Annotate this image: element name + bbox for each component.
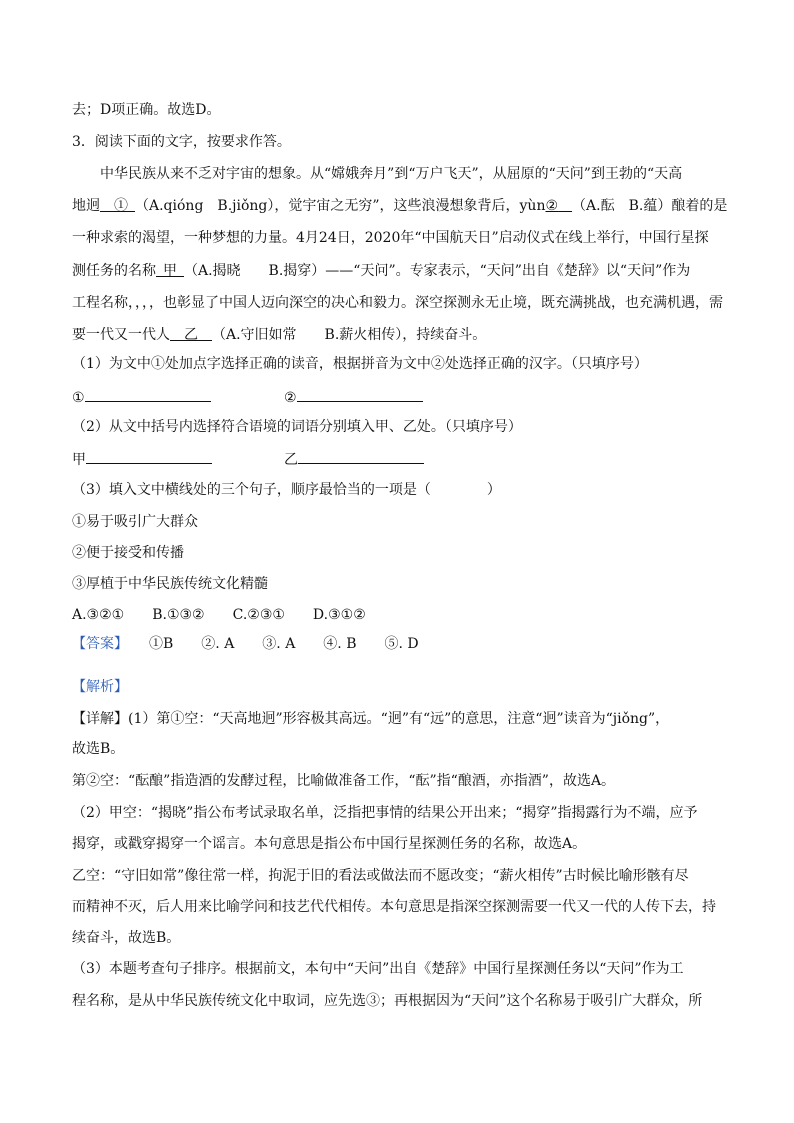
- answer-line: [72, 634, 419, 654]
- answer-row-1: ①: [72, 387, 211, 408]
- passage-text: 测任务的名称: [72, 263, 156, 279]
- blank-jia: 甲: [163, 263, 177, 279]
- blank-1: ①: [114, 198, 128, 214]
- passage-line: [72, 261, 690, 281]
- blank-2: ②: [545, 198, 559, 214]
- passage-text: （A.守旧如常 B.薪火相传），持续奋斗。: [212, 327, 487, 343]
- option-sentence: ③厚植于中华民族传统文化精髓: [72, 576, 268, 592]
- analysis-line: 程名称，是从中华民族传统文化中取词，应先选③；再根据因为“天问”这个名称易于吸引广大群众，所: [72, 993, 703, 1009]
- sub-question-3: （3）填入文中横线处的三个句子，顺序最恰当的一项是（ ）: [72, 482, 501, 498]
- passage-text: （A.揭晓 B.揭穿）——“天问”。专家表示，“天问”出自《楚辞》以“天问”作为: [184, 263, 691, 279]
- passage-line: 一种求索的渴望，一种梦想的力量。4月24日，2020年“中国航天日”启动仪式在线上举行，中国行星探: [72, 230, 709, 246]
- answer-blank-jia[interactable]: [86, 449, 212, 464]
- answer-blank-yi[interactable]: [298, 449, 424, 464]
- analysis-line: 第②空：“酝酿”指造酒的发酵过程，比喻做准备工作，“酝”指“酿酒，亦指酒”，故选A。: [72, 773, 616, 789]
- analysis-text: (1）第①空：“天高地迥”形容极其高远。“迥”有“远”的意思，注意“迥”读音为“jiǒng”，: [128, 711, 670, 727]
- passage-text: 要一代又一代人: [72, 327, 170, 343]
- question-heading: 3．阅读下面的文字，按要求作答。: [72, 134, 291, 150]
- passage-text: （A.qióng B.jiǒng），觉宇宙之无穷”，这些浪漫想象背后，yùn: [135, 198, 546, 214]
- analysis-line: 乙空：“守旧如常”像往常一样，拘泥于旧的看法或做法而不愿改变；“薪火相传”古时候比喻形骸有尽: [72, 868, 689, 884]
- text-line: 去；D项正确。故选D。: [72, 102, 221, 118]
- detail-label: 【详解】: [72, 711, 128, 727]
- blank-yi: 乙: [184, 327, 198, 343]
- analysis-line: 故选B。: [72, 741, 125, 757]
- passage-text: （A.酝 B.蕴）酿着的是: [572, 198, 728, 214]
- option-sentence: ②便于接受和传播: [72, 545, 184, 561]
- sub-question-1: （1）为文中①处加点字选择正确的读音，根据拼音为文中②处选择正确的汉字。（只填序号）: [72, 356, 648, 372]
- answer-blank-2[interactable]: [297, 387, 423, 402]
- analysis-line: 而精神不灭，后人用来比喻学问和技艺代代相传。本句意思是指深空探测需要一代又一代的人传下去，持: [72, 899, 716, 915]
- analysis-line: （2）甲空：“揭晓”指公布考试录取名单，泛指把事情的结果公开出来；“揭穿”指揭露行为不端，应予: [72, 805, 698, 821]
- analysis-line: 续奋斗，故选B。: [72, 930, 181, 946]
- passage-line: 工程名称，，，，也彰显了中国人迈向深空的决心和毅力。深空探测永无止境，既充满挑战，也充满机遇，需: [72, 295, 723, 311]
- passage-line: [72, 325, 486, 345]
- option-sentence: ①易于吸引广大群众: [72, 514, 198, 530]
- answer-row-jia: 甲: [72, 449, 212, 470]
- analysis-line: [72, 709, 669, 729]
- answer-row-2: ②: [284, 387, 423, 408]
- passage-line: 中华民族从来不乏对宇宙的想象。从“嫦娥奔月”到“万户飞天”，从屈原的“天问”到王勃的“天高: [100, 166, 683, 182]
- analysis-line: （3）本题考查句子排序。根据前文，本句中“天问”出自《楚辞》中国行星探测任务以“天问”作为工: [72, 961, 684, 977]
- answer-label: 【答案】: [72, 636, 128, 652]
- passage-text: 地迥: [72, 198, 100, 214]
- choice-options: A.③②① B.①③② C.②③① D.③①②: [72, 607, 366, 623]
- sub-question-2: （2）从文中括号内选择符合语境的词语分别填入甲、乙处。（只填序号）: [72, 419, 522, 435]
- analysis-line: 揭穿，或戳穿揭穿一个谣言。本句意思是指公布中国行星探测任务的名称，故选A。: [72, 836, 587, 852]
- answer-row-yi: 乙: [284, 449, 424, 470]
- answer-blank-1[interactable]: [85, 387, 211, 402]
- analysis-label: 【解析】: [72, 679, 128, 695]
- passage-line: [72, 196, 727, 216]
- answer-values: ①B ②. A ③. A ④. B ⑤. D: [149, 636, 419, 652]
